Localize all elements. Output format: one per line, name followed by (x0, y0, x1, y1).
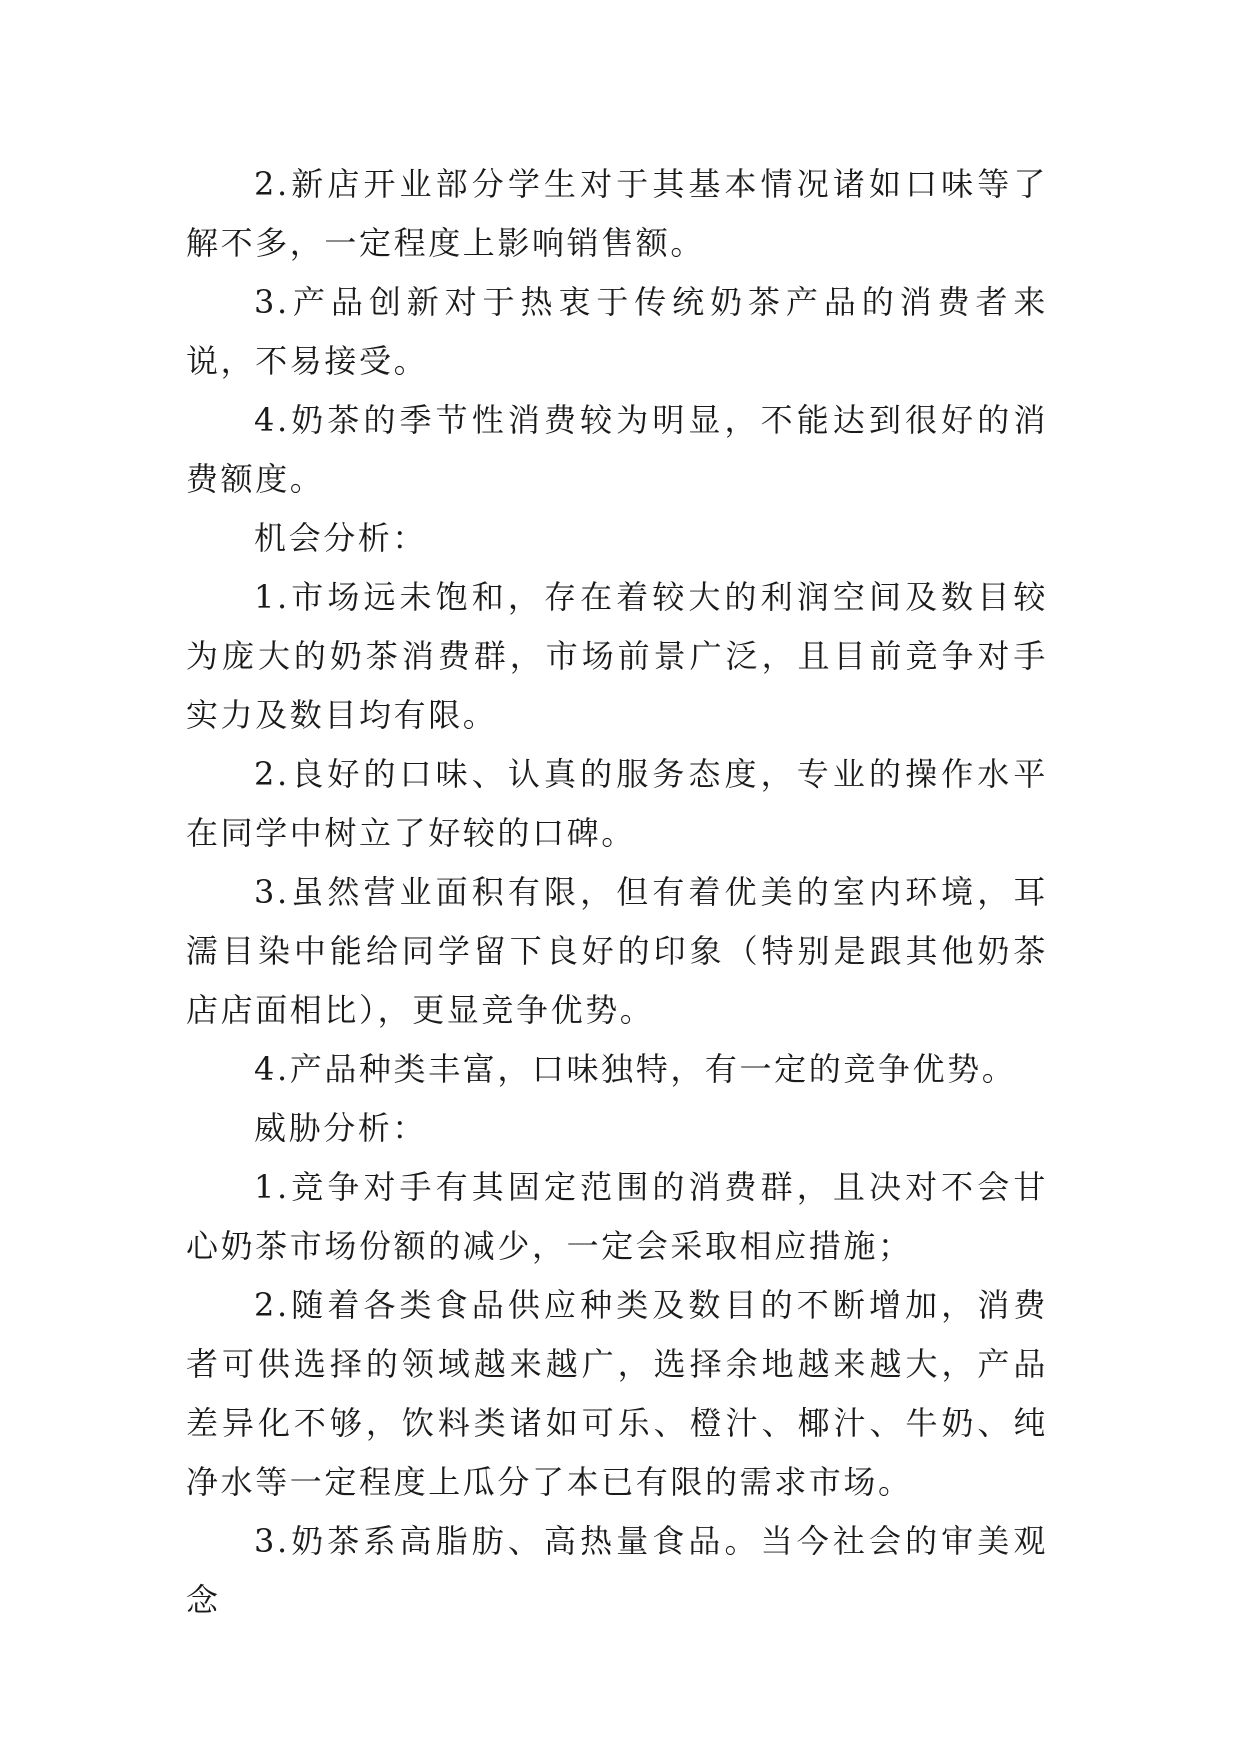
paragraph-weakness-3: 3.产品创新对于热衷于传统奶茶产品的消费者来说，不易接受。 (186, 283, 1048, 380)
paragraph-opportunity-1: 1.市场远未饱和，存在着较大的利润空间及数目较为庞大的奶茶消费群，市场前景广泛，且目前竞争对手实力及数目均有限。 (186, 578, 1048, 734)
paragraph-weakness-2: 2.新店开业部分学生对于其基本情况诸如口味等了解不多，一定程度上影响销售额。 (186, 165, 1048, 262)
document-page (186, 155, 1048, 1630)
paragraph-weakness-4: 4.奶茶的季节性消费较为明显，不能达到很好的消费额度。 (186, 401, 1048, 498)
paragraph-opportunity-3: 3.虽然营业面积有限，但有着优美的室内环境，耳濡目染中能给同学留下良好的印象（特别是跟其他奶茶店店面相比），更显竞争优势。 (186, 873, 1048, 1029)
heading-opportunity-analysis: 机会分析： (254, 519, 428, 557)
paragraph-threat-3: 3.奶茶系高脂肪、高热量食品。当今社会的审美观念 (186, 1522, 1048, 1619)
paragraph-opportunity-2: 2.良好的口味、认真的服务态度，专业的操作水平在同学中树立了好较的口碑。 (186, 755, 1048, 852)
heading-threat-analysis: 威胁分析： (254, 1109, 428, 1147)
paragraph-threat-2: 2.随着各类食品供应种类及数目的不断增加，消费者可供选择的领域越来越广，选择余地越来越大，产品差异化不够，饮料类诸如可乐、橙汁、椰汁、牛奶、纯净水等一定程度上瓜分了本已有限的需求市场。 (186, 1286, 1048, 1501)
paragraph-threat-1: 1.竞争对手有其固定范围的消费群，且决对不会甘心奶茶市场份额的减少，一定会采取相应措施； (186, 1168, 1048, 1265)
paragraph-opportunity-4: 4.产品种类丰富，口味独特，有一定的竞争优势。 (254, 1050, 1017, 1088)
